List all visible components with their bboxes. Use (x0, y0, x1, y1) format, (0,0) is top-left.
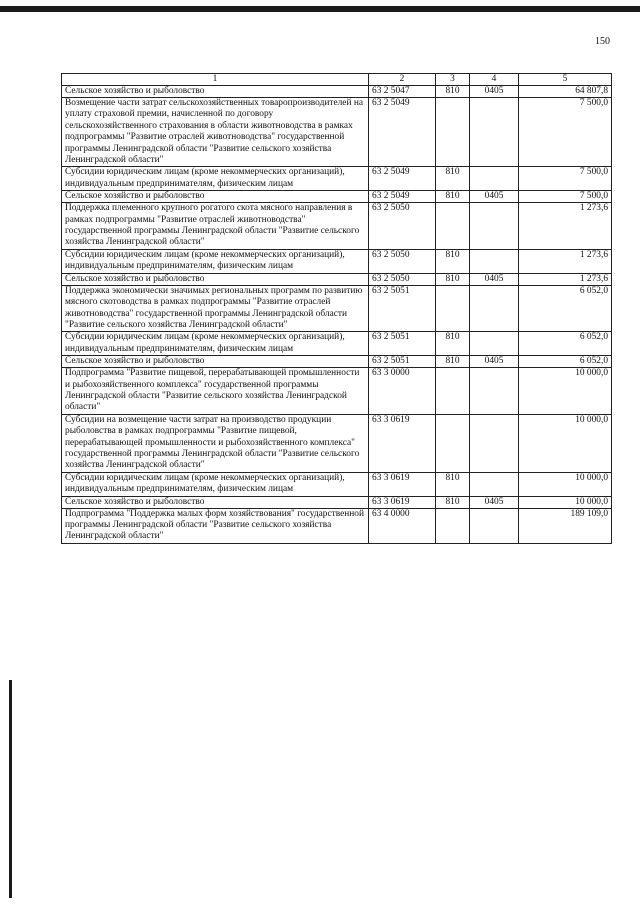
row-amount: 64 807,8 (519, 86, 612, 98)
budget-table (61, 73, 612, 544)
row-code: 63 2 5047 (369, 86, 436, 98)
table-row (62, 496, 612, 508)
row-vr (436, 368, 470, 415)
row-section (470, 368, 519, 415)
row-name: Субсидии на возмещение части затрат на производство продукции рыболовства в рамках подпрограммы "Развитие пищевой, перерабатывающей промышленности и рыбохозяйственного комплекса" государственной программы Ленинградской области "Развитие сельского хозяйства Ленинградской области" (62, 414, 369, 472)
header-col-5: 5 (519, 74, 612, 86)
row-name: Сельское хозяйство и рыболовство (62, 86, 369, 98)
row-section (470, 98, 519, 167)
row-name: Подпрограмма "Развитие пищевой, перерабатывающей промышленности и рыбохозяйственного комплекса" государственной программы Ленинградской области "Развитие сельского хозяйства Ленинградской области" (62, 368, 369, 415)
row-code: 63 2 5049 (369, 98, 436, 167)
row-name: Сельское хозяйство и рыболовство (62, 273, 369, 285)
top-border-rule (0, 6, 640, 12)
row-name: Субсидии юридическим лицам (кроме некоммерческих организаций), индивидуальным предпринимателям, физическим лицам (62, 332, 369, 356)
row-vr: 810 (436, 332, 470, 356)
row-section: 0405 (470, 273, 519, 285)
row-vr (436, 203, 470, 250)
row-vr: 810 (436, 86, 470, 98)
header-col-3: 3 (436, 74, 470, 86)
row-amount: 10 000,0 (519, 472, 612, 496)
row-vr: 810 (436, 249, 470, 273)
row-amount: 1 273,6 (519, 203, 612, 250)
header-col-2: 2 (369, 74, 436, 86)
row-vr (436, 414, 470, 472)
row-vr: 810 (436, 191, 470, 203)
row-amount: 6 052,0 (519, 332, 612, 356)
table-row (62, 98, 612, 167)
row-section: 0405 (470, 191, 519, 203)
row-code: 63 2 5049 (369, 191, 436, 203)
row-code: 63 2 5050 (369, 273, 436, 285)
table-row (62, 249, 612, 273)
row-code: 63 3 0000 (369, 368, 436, 415)
row-amount: 6 052,0 (519, 285, 612, 332)
table-row (62, 356, 612, 368)
row-code: 63 2 5051 (369, 356, 436, 368)
header-col-1: 1 (62, 74, 369, 86)
row-section (470, 167, 519, 191)
row-section: 0405 (470, 86, 519, 98)
row-code: 63 3 0619 (369, 496, 436, 508)
row-section: 0405 (470, 356, 519, 368)
row-section (470, 203, 519, 250)
row-amount: 7 500,0 (519, 98, 612, 167)
row-vr: 810 (436, 167, 470, 191)
row-section (470, 508, 519, 543)
row-section: 0405 (470, 496, 519, 508)
row-name: Возмещение части затрат сельскохозяйственных товаропроизводителей на уплату страховой премии, начисленной по договору сельскохозяйственного страхования в области животноводства в рамках подпрограммы "Развитие отраслей животноводства" государственной программы Ленинградской области "Развитие сельского хозяйства Ленинградской области" (62, 98, 369, 167)
row-vr: 810 (436, 496, 470, 508)
row-vr: 810 (436, 273, 470, 285)
table-row (62, 414, 612, 472)
row-vr: 810 (436, 356, 470, 368)
row-code: 63 2 5049 (369, 167, 436, 191)
row-amount: 6 052,0 (519, 356, 612, 368)
table-row (62, 203, 612, 250)
table-row (62, 273, 612, 285)
table-row (62, 167, 612, 191)
row-code: 63 2 5051 (369, 332, 436, 356)
row-name: Субсидии юридическим лицам (кроме некоммерческих организаций), индивидуальным предпринимателям, физическим лицам (62, 472, 369, 496)
row-section (470, 472, 519, 496)
row-code: 63 2 5050 (369, 203, 436, 250)
row-amount: 1 273,6 (519, 273, 612, 285)
row-amount: 7 500,0 (519, 191, 612, 203)
row-name: Субсидии юридическим лицам (кроме некоммерческих организаций), индивидуальным предпринимателям, физическим лицам (62, 249, 369, 273)
row-name: Сельское хозяйство и рыболовство (62, 356, 369, 368)
table-row (62, 332, 612, 356)
table-header-row (62, 74, 612, 86)
row-vr (436, 508, 470, 543)
table-row (62, 86, 612, 98)
row-name: Поддержка племенного крупного рогатого скота мясного направления в рамках подпрограммы "Развитие отраслей животноводства" государственной программы Ленинградской области "Развитие сельского хозяйства Ленинградской области" (62, 203, 369, 250)
row-vr (436, 285, 470, 332)
table-row (62, 472, 612, 496)
table-row (62, 285, 612, 332)
row-code: 63 2 5050 (369, 249, 436, 273)
table-row (62, 508, 612, 543)
row-name: Субсидии юридическим лицам (кроме некоммерческих организаций), индивидуальным предпринимателям, физическим лицам (62, 167, 369, 191)
row-amount: 10 000,0 (519, 414, 612, 472)
page-number: 150 (595, 36, 610, 47)
row-amount: 10 000,0 (519, 368, 612, 415)
row-amount: 7 500,0 (519, 167, 612, 191)
row-code: 63 3 0619 (369, 414, 436, 472)
row-vr (436, 98, 470, 167)
row-vr: 810 (436, 472, 470, 496)
row-code: 63 3 0619 (369, 472, 436, 496)
row-amount: 189 109,0 (519, 508, 612, 543)
row-section (470, 249, 519, 273)
row-amount: 10 000,0 (519, 496, 612, 508)
row-name: Сельское хозяйство и рыболовство (62, 496, 369, 508)
row-name: Подпрограмма "Поддержка малых форм хозяйствования" государственной программы Ленинградской области "Развитие сельского хозяйства Ленинградской области" (62, 508, 369, 543)
table-row (62, 368, 612, 415)
row-section (470, 285, 519, 332)
header-col-4: 4 (470, 74, 519, 86)
left-margin-rule (9, 680, 12, 898)
row-amount: 1 273,6 (519, 249, 612, 273)
table-row (62, 191, 612, 203)
row-section (470, 332, 519, 356)
row-code: 63 2 5051 (369, 285, 436, 332)
row-code: 63 4 0000 (369, 508, 436, 543)
row-section (470, 414, 519, 472)
row-name: Поддержка экономически значимых региональных программ по развитию мясного скотоводства в рамках подпрограммы "Развитие отраслей животноводства" государственной программы Ленинградской области "Развитие сельского хозяйства Ленинградской области" (62, 285, 369, 332)
row-name: Сельское хозяйство и рыболовство (62, 191, 369, 203)
